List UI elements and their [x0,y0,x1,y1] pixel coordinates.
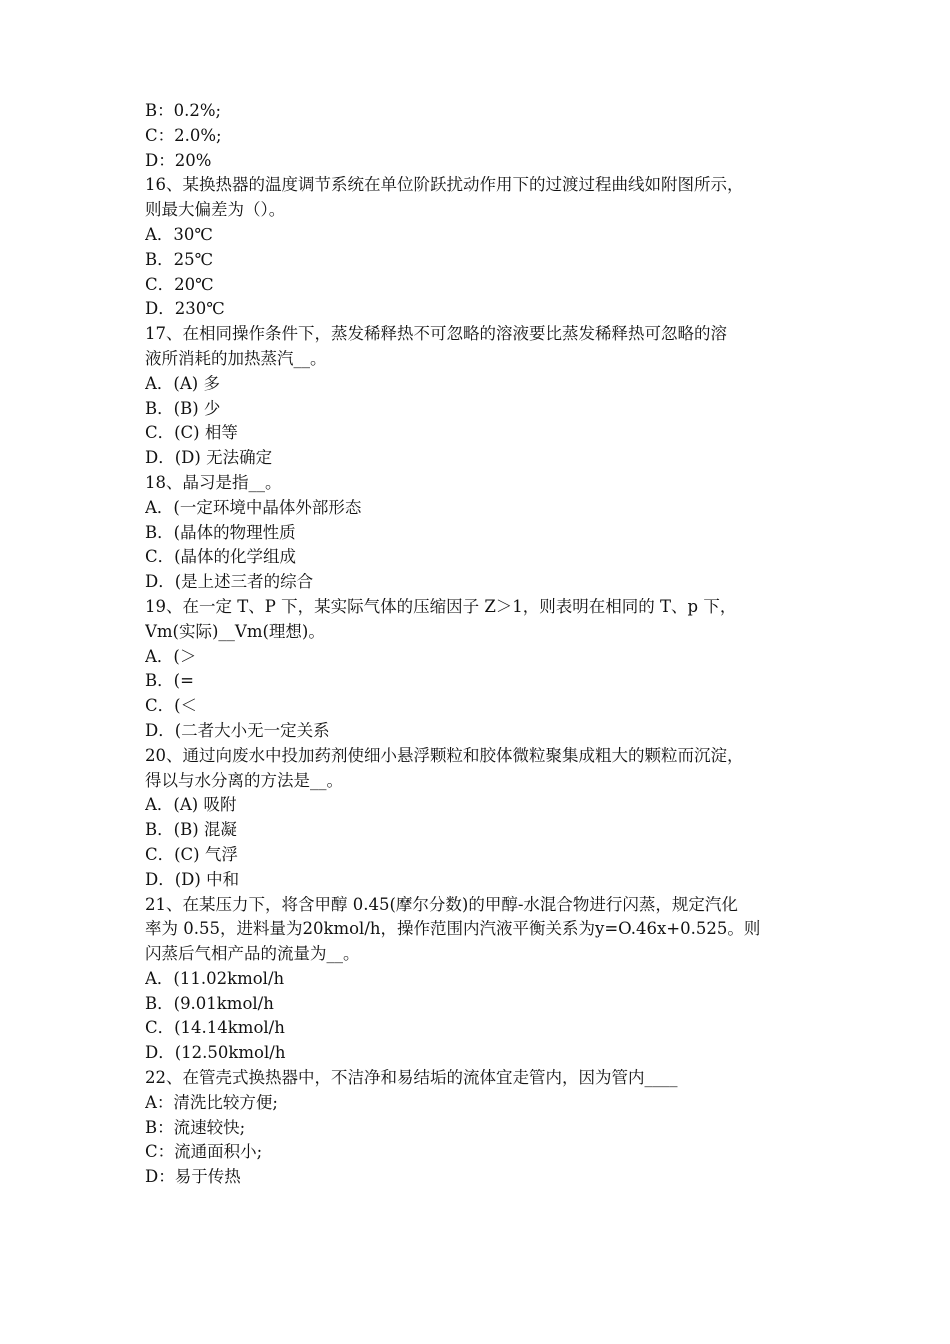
lead-options [145,99,810,173]
question-21 [145,893,810,1067]
option-line: D．230℃ [145,299,225,319]
question-stem-line: 液所消耗的加热蒸汽__。 [145,348,327,368]
option-line: C．(＜ [145,696,198,716]
option-line: A．(一定环境中晶体外部形态 [145,497,362,517]
question-stem-line: 18、晶习是指__。 [145,472,282,492]
option-line: D．(D) 中和 [145,869,240,889]
question-22 [145,1066,810,1190]
question-stem-line: 16、某换热器的温度调节系统在单位阶跃扰动作用下的过渡过程曲线如附图所示， [145,175,744,195]
question-stem-line: 20、通过向废水中投加药剂使细小悬浮颗粒和胶体微粒聚集成粗大的颗粒而沉淀， [145,745,744,765]
option-line: C．(14.14kmol/h [145,1018,285,1038]
question-stem-line: 率为 0.55，进料量为20kmol/h，操作范围内汽液平衡关系为y=O.46x+0.525。则 [145,919,761,939]
option-line: D．(12.50kmol/h [145,1043,286,1063]
option-line: A．(A) 吸附 [145,795,237,815]
option-line: A．(11.02kmol/h [145,968,285,988]
option-line: A．(＞ [145,646,197,666]
option-line: D．(二者大小无一定关系 [145,720,330,740]
option-line: C．(晶体的化学组成 [145,547,297,567]
question-stem-line: 22、在管壳式换热器中，不洁净和易结垢的流体宜走管内，因为管内____ [145,1068,678,1088]
option-line: B．(9.01kmol/h [145,993,274,1013]
option-line: D．(D) 无法确定 [145,448,273,468]
document-page [145,99,810,1190]
option-line: C．(C) 气浮 [145,844,238,864]
option-line: C：2.0%; [145,125,222,145]
option-line: D：易于传热 [145,1167,241,1187]
option-line: B．(B) 混凝 [145,820,237,840]
option-line: D：20% [145,150,212,170]
question-17 [145,322,810,471]
option-line: C．(C) 相等 [145,423,238,443]
question-stem-line: 21、在某压力下，将含甲醇 0.45(摩尔分数)的甲醇-水混合物进行闪蒸，规定汽化 [145,894,738,914]
question-stem-line: 闪蒸后气相产品的流量为__。 [145,944,360,964]
option-line: B．(B) 少 [145,398,221,418]
question-20 [145,744,810,893]
option-line: A：清洗比较方便; [145,1092,278,1112]
question-stem-line: Vm(实际)__Vm(理想)。 [145,621,325,641]
question-stem-line: 得以与水分离的方法是__。 [145,770,343,790]
option-line: D．(是上述三者的综合 [145,572,314,592]
option-line: B：流速较快; [145,1117,246,1137]
question-16 [145,173,810,322]
option-line: C．20℃ [145,274,214,294]
question-stem-line: 19、在一定 T、P 下，某实际气体的压缩因子 Z＞1，则表明在相同的 T、p 下， [145,596,737,616]
option-line: A．(A) 多 [145,373,220,393]
option-line: B．(晶体的物理性质 [145,522,296,542]
question-19 [145,595,810,744]
question-stem-line: 则最大偏差为（）。 [145,200,286,220]
option-line: B：0.2%; [145,101,222,120]
option-line: A．30℃ [145,224,213,244]
option-line: B．(= [145,671,194,691]
question-18 [145,471,810,595]
option-line: C：流通面积小; [145,1142,263,1162]
option-line: B．25℃ [145,249,214,269]
question-stem-line: 17、在相同操作条件下，蒸发稀释热不可忽略的溶液要比蒸发稀释热可忽略的溶 [145,324,727,344]
